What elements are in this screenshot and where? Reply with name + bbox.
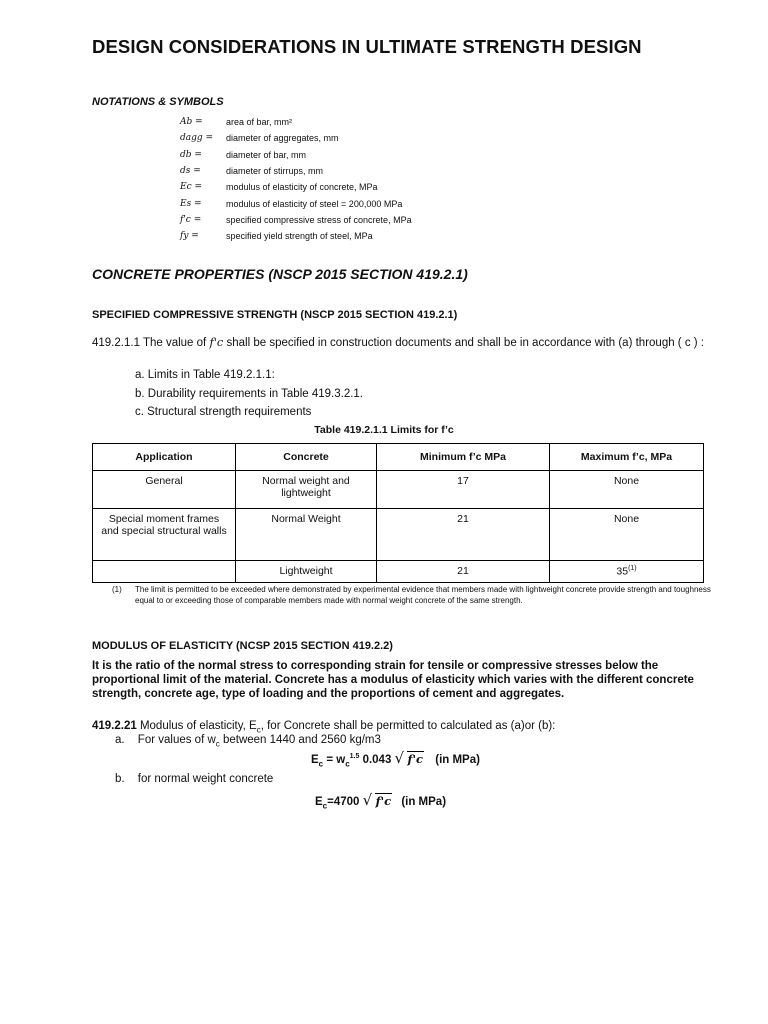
- list-item: c. Structural strength requirements: [135, 406, 312, 418]
- notations-heading: NOTATIONS & SYMBOLS: [92, 96, 224, 108]
- notation-item: [180, 179, 412, 195]
- list-item: b. Durability requirements in Table 419.3.2.1.: [135, 388, 364, 400]
- eq-sub: c: [322, 801, 328, 811]
- notation-desc: modulus of elasticity of concrete, MPa: [226, 182, 378, 193]
- notations-list: [180, 114, 412, 244]
- table-header: Concrete: [236, 444, 377, 471]
- clause-text-end: shall be specified in construction documents and shall be in accordance with (a) through ( c ) :: [223, 337, 704, 349]
- sqrt-symbol: [395, 752, 424, 766]
- table-header-row: [93, 444, 704, 471]
- list-sub: c: [215, 739, 220, 749]
- notation-symbol: dagg =: [180, 133, 214, 144]
- page-title: DESIGN CONSIDERATIONS IN ULTIMATE STRENGTH DESIGN: [92, 36, 642, 57]
- table-row: [93, 509, 704, 561]
- table-cell: [550, 561, 704, 583]
- table-cell: 21: [377, 509, 550, 561]
- eq-symbol: E: [311, 754, 319, 766]
- limits-table: [92, 443, 704, 583]
- notation-symbol: Es =: [180, 198, 202, 209]
- table-header: Application: [93, 444, 236, 471]
- clause-text: , for Concrete shall be permitted to calculated as (a)or (b):: [260, 720, 556, 732]
- eq-coefficient: =4700: [327, 796, 363, 808]
- table-cell: 21: [377, 561, 550, 583]
- modulus-paragraph: It is the ratio of the normal stress to corresponding strain for tensile or compressive stresses below the proportional limit of the material. Concrete has a modulus of elasticity which varies with the different concrete strength, concrete age, type of loading and the proportions of cement and aggregates.: [92, 660, 694, 700]
- table-header: Maximum f’c, MPa: [550, 444, 704, 471]
- list-text-end: between 1440 and 2560 kg/m3: [219, 734, 381, 746]
- notation-item: [180, 130, 412, 146]
- notation-symbol: Ec =: [180, 182, 203, 193]
- notation-symbol: f'c =: [180, 214, 202, 225]
- eq-coefficient: 0.043: [359, 754, 395, 766]
- notation-desc: diameter of bar, mm: [226, 149, 307, 160]
- notation-symbol: fy =: [180, 231, 199, 242]
- clause-paragraph: [92, 335, 712, 350]
- equation-a: [311, 752, 480, 768]
- list-label: a.: [115, 734, 125, 746]
- list-text: For values of w: [137, 734, 216, 746]
- list-item: a. Limits in Table 419.2.1.1:: [135, 369, 275, 381]
- eq-unit: (in MPa): [435, 754, 480, 766]
- eq-exponent: 1.5: [349, 753, 360, 761]
- clause-text: 419.2.1.1 The value of: [92, 337, 210, 349]
- clause-symbol: f'c: [209, 335, 224, 349]
- notation-item: [180, 212, 412, 228]
- table-cell: [93, 561, 236, 583]
- list-label: b.: [115, 773, 125, 785]
- eq-text: = w: [323, 754, 346, 766]
- notation-item: [180, 114, 412, 130]
- notation-desc: diameter of aggregates, mm: [226, 133, 339, 144]
- table-cell: None: [550, 471, 704, 509]
- eq-symbol: E: [315, 796, 323, 808]
- notation-item: [180, 195, 412, 211]
- sqrt-symbol: [363, 794, 392, 808]
- table-header: Minimum f’c MPa: [377, 444, 550, 471]
- notation-item: [180, 163, 412, 179]
- clause-number: 419.2.21: [92, 720, 137, 732]
- eq-sub: c: [318, 759, 324, 769]
- table-cell: Normal Weight: [236, 509, 377, 561]
- table-cell: Lightweight: [236, 561, 377, 583]
- notation-symbol: Ab =: [180, 117, 203, 128]
- table-cell: General: [93, 471, 236, 509]
- list-text: for normal weight concrete: [137, 773, 274, 785]
- footnote-text: The limit is permitted to be exceeded where demonstrated by experimental evidence that members made with lightweight concrete provide strength and toughness equal to or exceeding those of comparable members made with normal weight concrete of the same strength.: [135, 585, 711, 605]
- subsection-heading: MODULUS OF ELASTICITY (NCSP 2015 SECTION 419.2.2): [92, 640, 393, 652]
- notation-symbol: db =: [180, 149, 202, 160]
- eq-root: f'c: [407, 752, 424, 766]
- notation-symbol: ds =: [180, 166, 201, 177]
- table-row: [93, 561, 704, 583]
- table-row: [93, 471, 704, 509]
- notation-desc: modulus of elasticity of steel = 200,000 MPa: [226, 198, 403, 209]
- list-item-a: [115, 733, 735, 751]
- eq-sub: c: [345, 759, 350, 769]
- list-item-b: [115, 772, 735, 786]
- footnote-ref: (1): [628, 565, 637, 572]
- subsection-heading: SPECIFIED COMPRESSIVE STRENGTH (NSCP 2015 SECTION 419.2.1): [92, 309, 458, 321]
- notation-desc: specified yield strength of steel, MPa: [226, 231, 373, 242]
- table-cell: 17: [377, 471, 550, 509]
- notation-desc: specified compressive stress of concrete, MPa: [226, 214, 412, 225]
- section-heading: CONCRETE PROPERTIES (NSCP 2015 SECTION 419.2.1): [92, 266, 468, 282]
- clause-text: Modulus of elasticity, E: [136, 720, 257, 732]
- equation-b: [315, 794, 446, 810]
- table-cell: Normal weight and lightweight: [236, 471, 377, 509]
- notation-desc: diameter of stirrups, mm: [226, 166, 324, 177]
- eq-unit: (in MPa): [401, 796, 447, 808]
- table-cell: Special moment frames and special structural walls: [93, 509, 236, 561]
- eq-root: f'c: [375, 794, 392, 808]
- clause-sub: c: [256, 725, 261, 735]
- notation-item: [180, 228, 412, 244]
- footnote-mark: (1): [112, 585, 122, 594]
- table-caption: Table 419.2.1.1 Limits for f’c: [314, 424, 454, 436]
- table-cell: None: [550, 509, 704, 561]
- notation-desc: area of bar, mm²: [226, 117, 293, 128]
- notation-item: [180, 147, 412, 163]
- table-cell-value: 35: [616, 565, 629, 578]
